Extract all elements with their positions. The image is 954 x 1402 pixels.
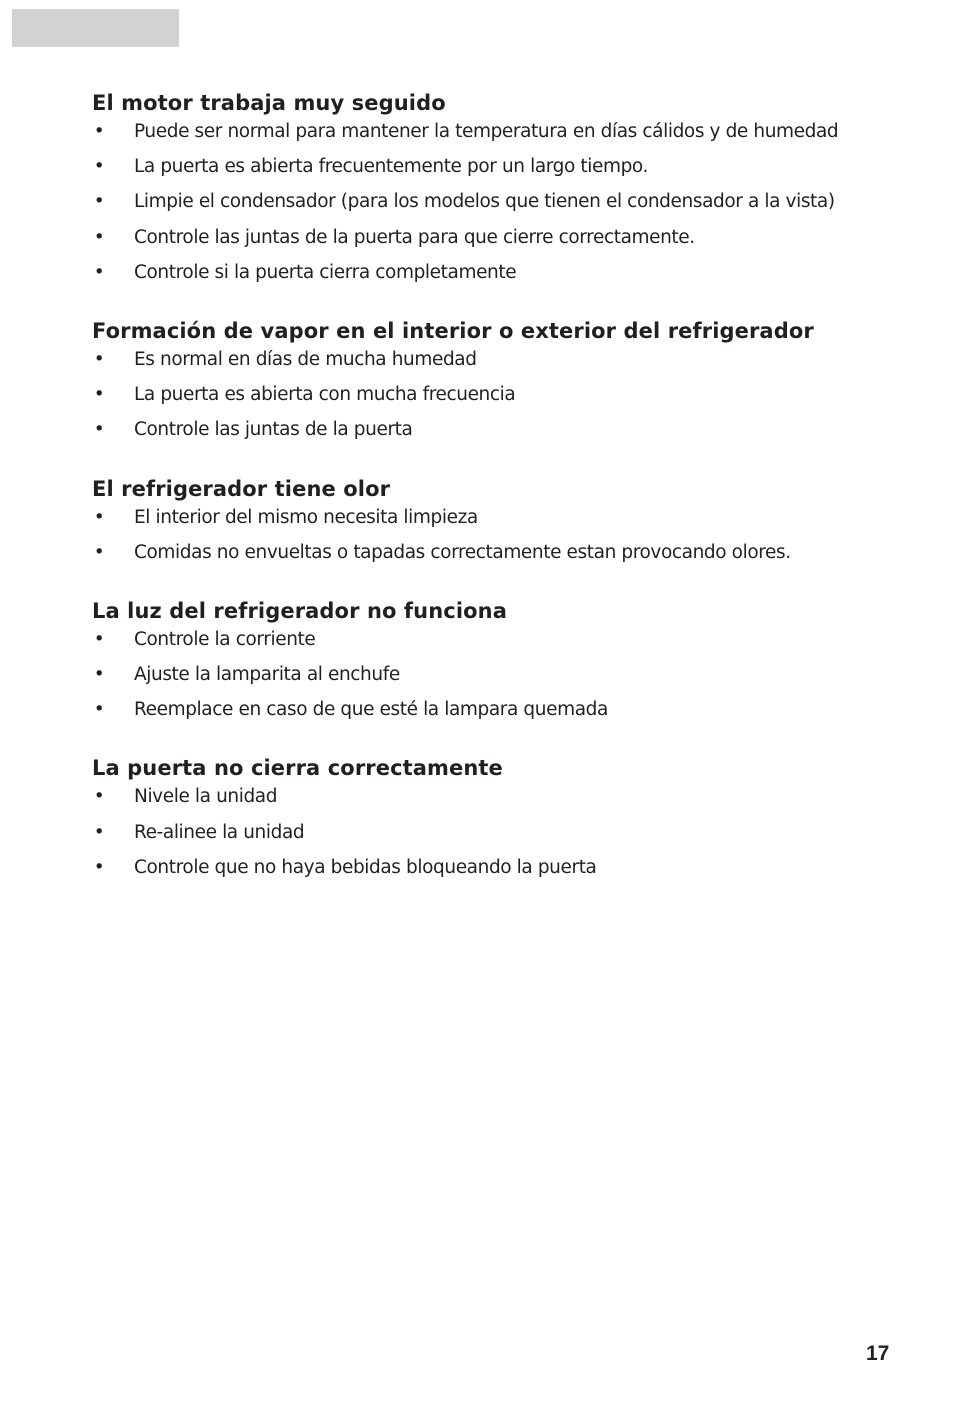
page-number: 17	[866, 1342, 890, 1365]
list-item-text: Re-alinee la unidad	[134, 821, 305, 843]
list-item	[92, 154, 892, 189]
list-item	[92, 505, 892, 540]
list-item	[92, 627, 892, 662]
bullet-icon: •	[93, 786, 105, 808]
list-item	[92, 382, 892, 417]
bullet-list	[92, 347, 892, 453]
list-item-text: Reemplace en caso de que esté la lampara quemada	[134, 699, 608, 721]
list-item-text: Controle si la puerta cierra completamente	[134, 261, 517, 283]
section-vapor	[92, 316, 892, 453]
list-item-text: Controle las juntas de la puerta para que cierre correctamente.	[134, 226, 695, 248]
bullet-icon: •	[93, 419, 105, 441]
bullet-icon: •	[93, 699, 105, 721]
list-item	[92, 417, 892, 452]
list-item-text: La puerta es abierta frecuentemente por un largo tiempo.	[134, 156, 649, 178]
bullet-list	[92, 119, 892, 295]
list-item	[92, 347, 892, 382]
list-item-text: Controle las juntas de la puerta	[134, 419, 413, 441]
bullet-icon: •	[93, 121, 105, 142]
list-item-text: Controle la corriente	[134, 628, 316, 650]
bullet-icon: •	[93, 664, 105, 686]
section-heading: El motor trabaja muy seguido	[92, 91, 446, 115]
bullet-icon: •	[93, 628, 105, 650]
list-item	[92, 189, 892, 224]
list-item-text: Comidas no envueltas o tapadas correctamente estan provocando olores.	[134, 541, 791, 563]
bullet-icon: •	[93, 261, 105, 283]
bullet-icon: •	[93, 506, 105, 528]
section-motor	[92, 88, 892, 295]
list-item	[92, 855, 892, 890]
list-item	[92, 225, 892, 260]
list-item	[92, 784, 892, 819]
list-item-text: Es normal en días de mucha humedad	[134, 348, 477, 370]
section-luz	[92, 596, 892, 733]
list-item	[92, 260, 892, 295]
section-heading: Formación de vapor en el interior o exterior del refrigerador	[92, 318, 814, 343]
list-item-text: La puerta es abierta con mucha frecuencia	[134, 384, 516, 406]
bullet-icon: •	[93, 348, 105, 370]
bullet-list	[92, 505, 892, 575]
header-tab	[12, 9, 179, 47]
list-item-text: Limpie el condensador (para los modelos que tienen el condensador a la vista)	[134, 191, 835, 213]
bullet-icon: •	[93, 226, 105, 248]
section-heading: La luz del refrigerador no funciona	[92, 598, 507, 623]
bullet-list	[92, 784, 892, 890]
list-item	[92, 540, 892, 575]
list-item-text: Ajuste la lamparita al enchufe	[134, 664, 400, 686]
bullet-icon: •	[93, 191, 105, 213]
list-item	[92, 697, 892, 732]
bullet-icon: •	[93, 156, 105, 178]
list-item-text: Puede ser normal para mantener la temperatura en días cálidos y de humedad	[134, 121, 839, 142]
section-heading: La puerta no cierra correctamente	[92, 756, 503, 781]
bullet-list	[92, 627, 892, 733]
list-item-text: El interior del mismo necesita limpieza	[134, 506, 478, 528]
section-heading: El refrigerador tiene olor	[92, 476, 391, 501]
list-item	[92, 662, 892, 697]
section-olor	[92, 474, 892, 575]
bullet-icon: •	[93, 821, 105, 843]
bullet-icon: •	[93, 384, 105, 406]
list-item	[92, 119, 892, 154]
troubleshooting-content	[92, 88, 892, 911]
section-puerta	[92, 753, 892, 890]
bullet-icon: •	[93, 541, 105, 563]
list-item	[92, 820, 892, 855]
bullet-icon: •	[93, 856, 105, 878]
list-item-text: Nivele la unidad	[134, 786, 278, 808]
list-item-text: Controle que no haya bebidas bloqueando la puerta	[134, 856, 597, 878]
